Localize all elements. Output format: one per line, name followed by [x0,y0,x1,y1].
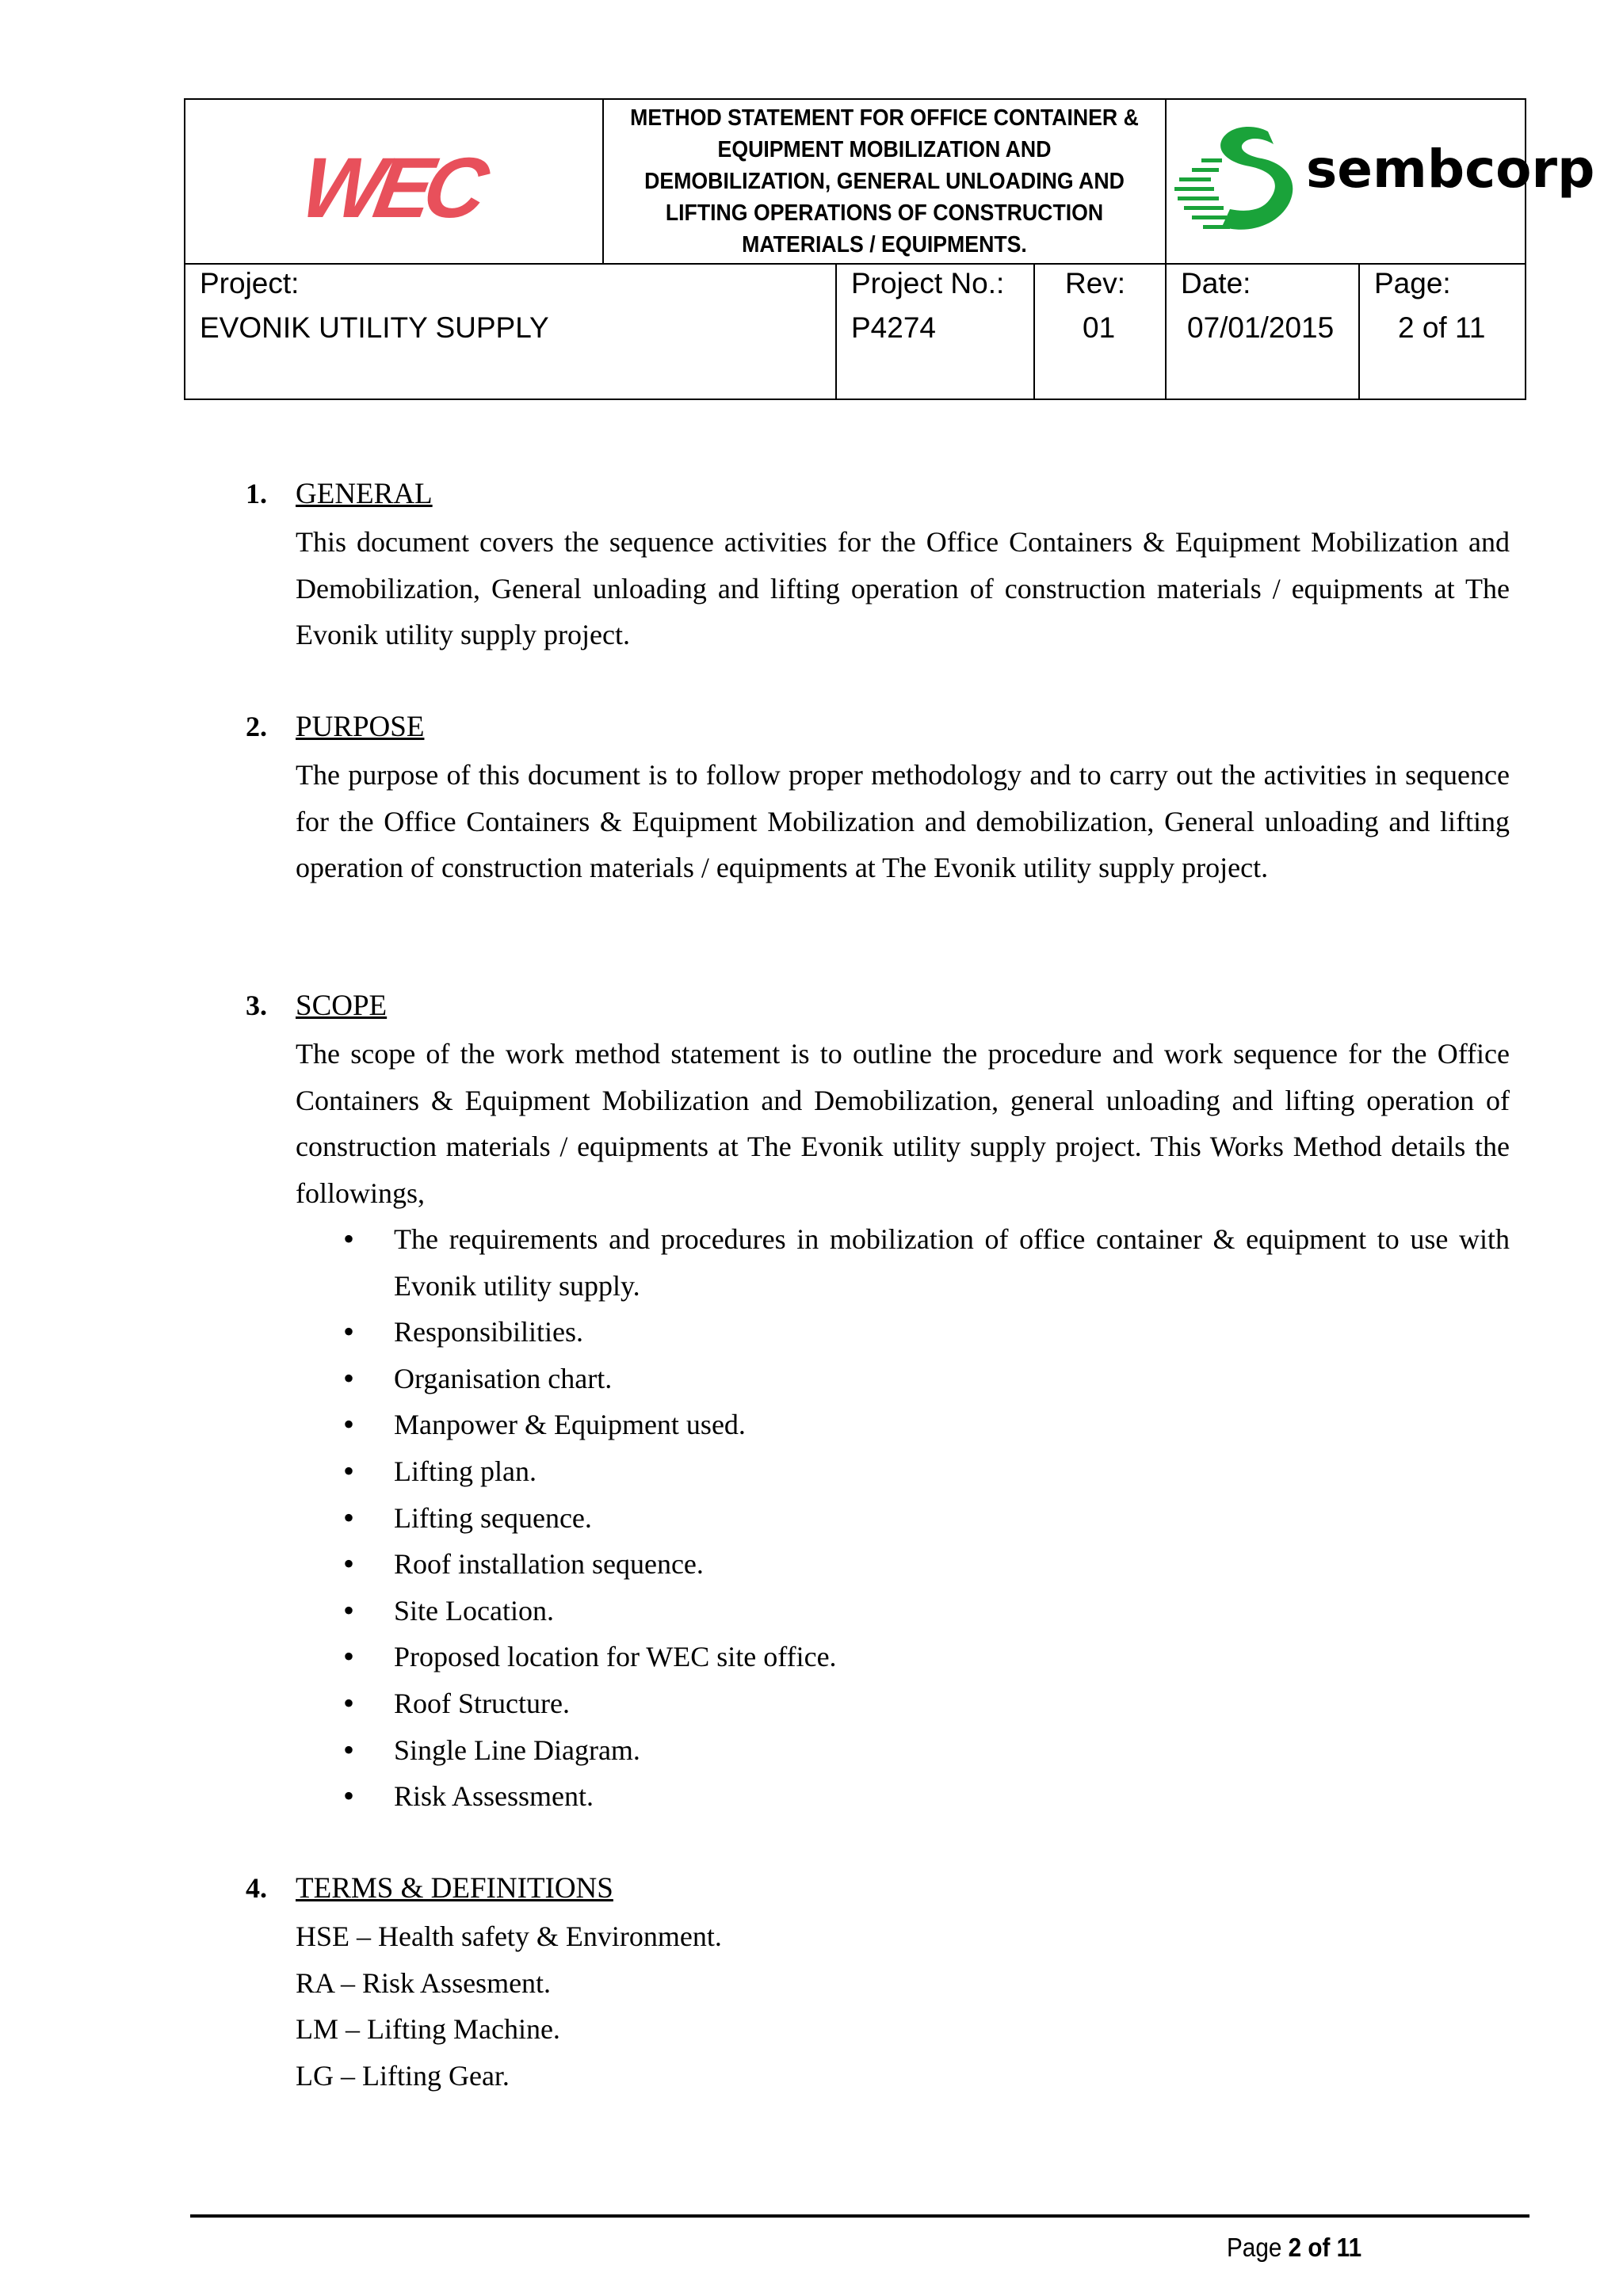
project-no-label: Project No.: [851,267,1005,299]
term-item: HSE – Health safety & Environment. [296,1920,722,1952]
list-item: • Roof Structure. [296,1680,1510,1727]
section-text-general: This document covers the sequence activities for the Office Containers & Equipment Mobilization and Demobilization, General unloading and lifting operation of construction materials / equipments at The Evonik utility supply project. [296,526,1510,651]
section-number: 3. [246,990,267,1021]
footer-page-prefix: Page [1227,2233,1289,2262]
section-number: 1. [246,478,267,509]
sembcorp-wordmark: sembcorp [1306,139,1595,200]
section-title-terms: TERMS & DEFINITIONS [296,1872,613,1905]
page-value: 2 of 11 [1398,311,1486,344]
svg-text:WEC: WEC [294,139,487,236]
footer-page-number [1227,2233,1361,2263]
list-item: • Lifting sequence. [296,1495,1510,1542]
list-item: • Risk Assessment. [296,1773,1510,1820]
footer-page-of: of [1301,2233,1337,2262]
project-value: EVONIK UTILITY SUPPLY [200,311,549,344]
list-item: • Organisation chart. [296,1356,1510,1402]
term-item: RA – Risk Assesment. [296,1966,552,1999]
wec-logo [296,139,502,235]
date-label: Date: [1181,267,1251,299]
list-item: • Proposed location for WEC site office. [296,1634,1510,1680]
footer-page-current: 2 [1288,2233,1302,2262]
term-item: LM – Lifting Machine. [296,2013,560,2046]
list-item: • Responsibilities. [296,1309,1510,1356]
section-title-purpose: PURPOSE [296,711,425,743]
section-title-scope: SCOPE [296,990,388,1022]
list-item: • Lifting plan. [296,1448,1510,1495]
section-text-purpose: The purpose of this document is to follow proper methodology and to carry out the activities in sequence for the Office Containers & Equipment Mobilization and demobilization, General unloading and lifting operation of construction materials / equipments at The Evonik utility supply project. [296,759,1510,884]
project-no-value: P4274 [851,311,936,344]
list-item: • Single Line Diagram. [296,1727,1510,1774]
section-text-scope: The scope of the work method statement is to outline the procedure and work sequence for the Office Containers & Equipment Mobilization and Demobilization, general unloading and lifting operation of construction materials / equipments at The Evonik utility supply project. This Works Method details the followings, [296,1038,1510,1209]
scope-bullet-list [296,1216,1510,1820]
rev-label: Rev: [1065,267,1126,299]
document-title-cell [602,100,1167,263]
term-item: LG – Lifting Gear. [296,2059,510,2092]
list-item: • Roof installation sequence. [296,1541,1510,1588]
project-label: Project: [200,267,300,299]
rev-value: 01 [1083,311,1116,344]
list-item: • The requirements and procedures in mobilization of office container & equipment to use with Evonik utility supply. [296,1216,1510,1309]
list-item: • Manpower & Equipment used. [296,1402,1510,1448]
section-number: 4. [246,1872,267,1904]
sembcorp-logo [1174,108,1595,258]
date-value: 07/01/2015 [1187,311,1335,344]
document-title: METHOD STATEMENT FOR OFFICE CONTAINER & EQUIPMENT MOBILIZATION AND DEMOBILIZATION, GENERAL UNLOADING AND LIFTING OPERATIONS OF CONSTRUCTION MATERIALS / EQUIPMENTS. [630,105,1139,257]
footer-divider [190,2214,1529,2218]
page-label: Page: [1374,267,1451,299]
section-title-general: GENERAL [296,478,433,510]
terms-list [296,1913,722,2099]
list-item: • Site Location. [296,1588,1510,1634]
header-table [184,98,1595,400]
sembcorp-swirl-icon [1174,127,1293,230]
section-number: 2. [246,711,267,742]
footer-page-total: 11 [1336,2233,1362,2262]
